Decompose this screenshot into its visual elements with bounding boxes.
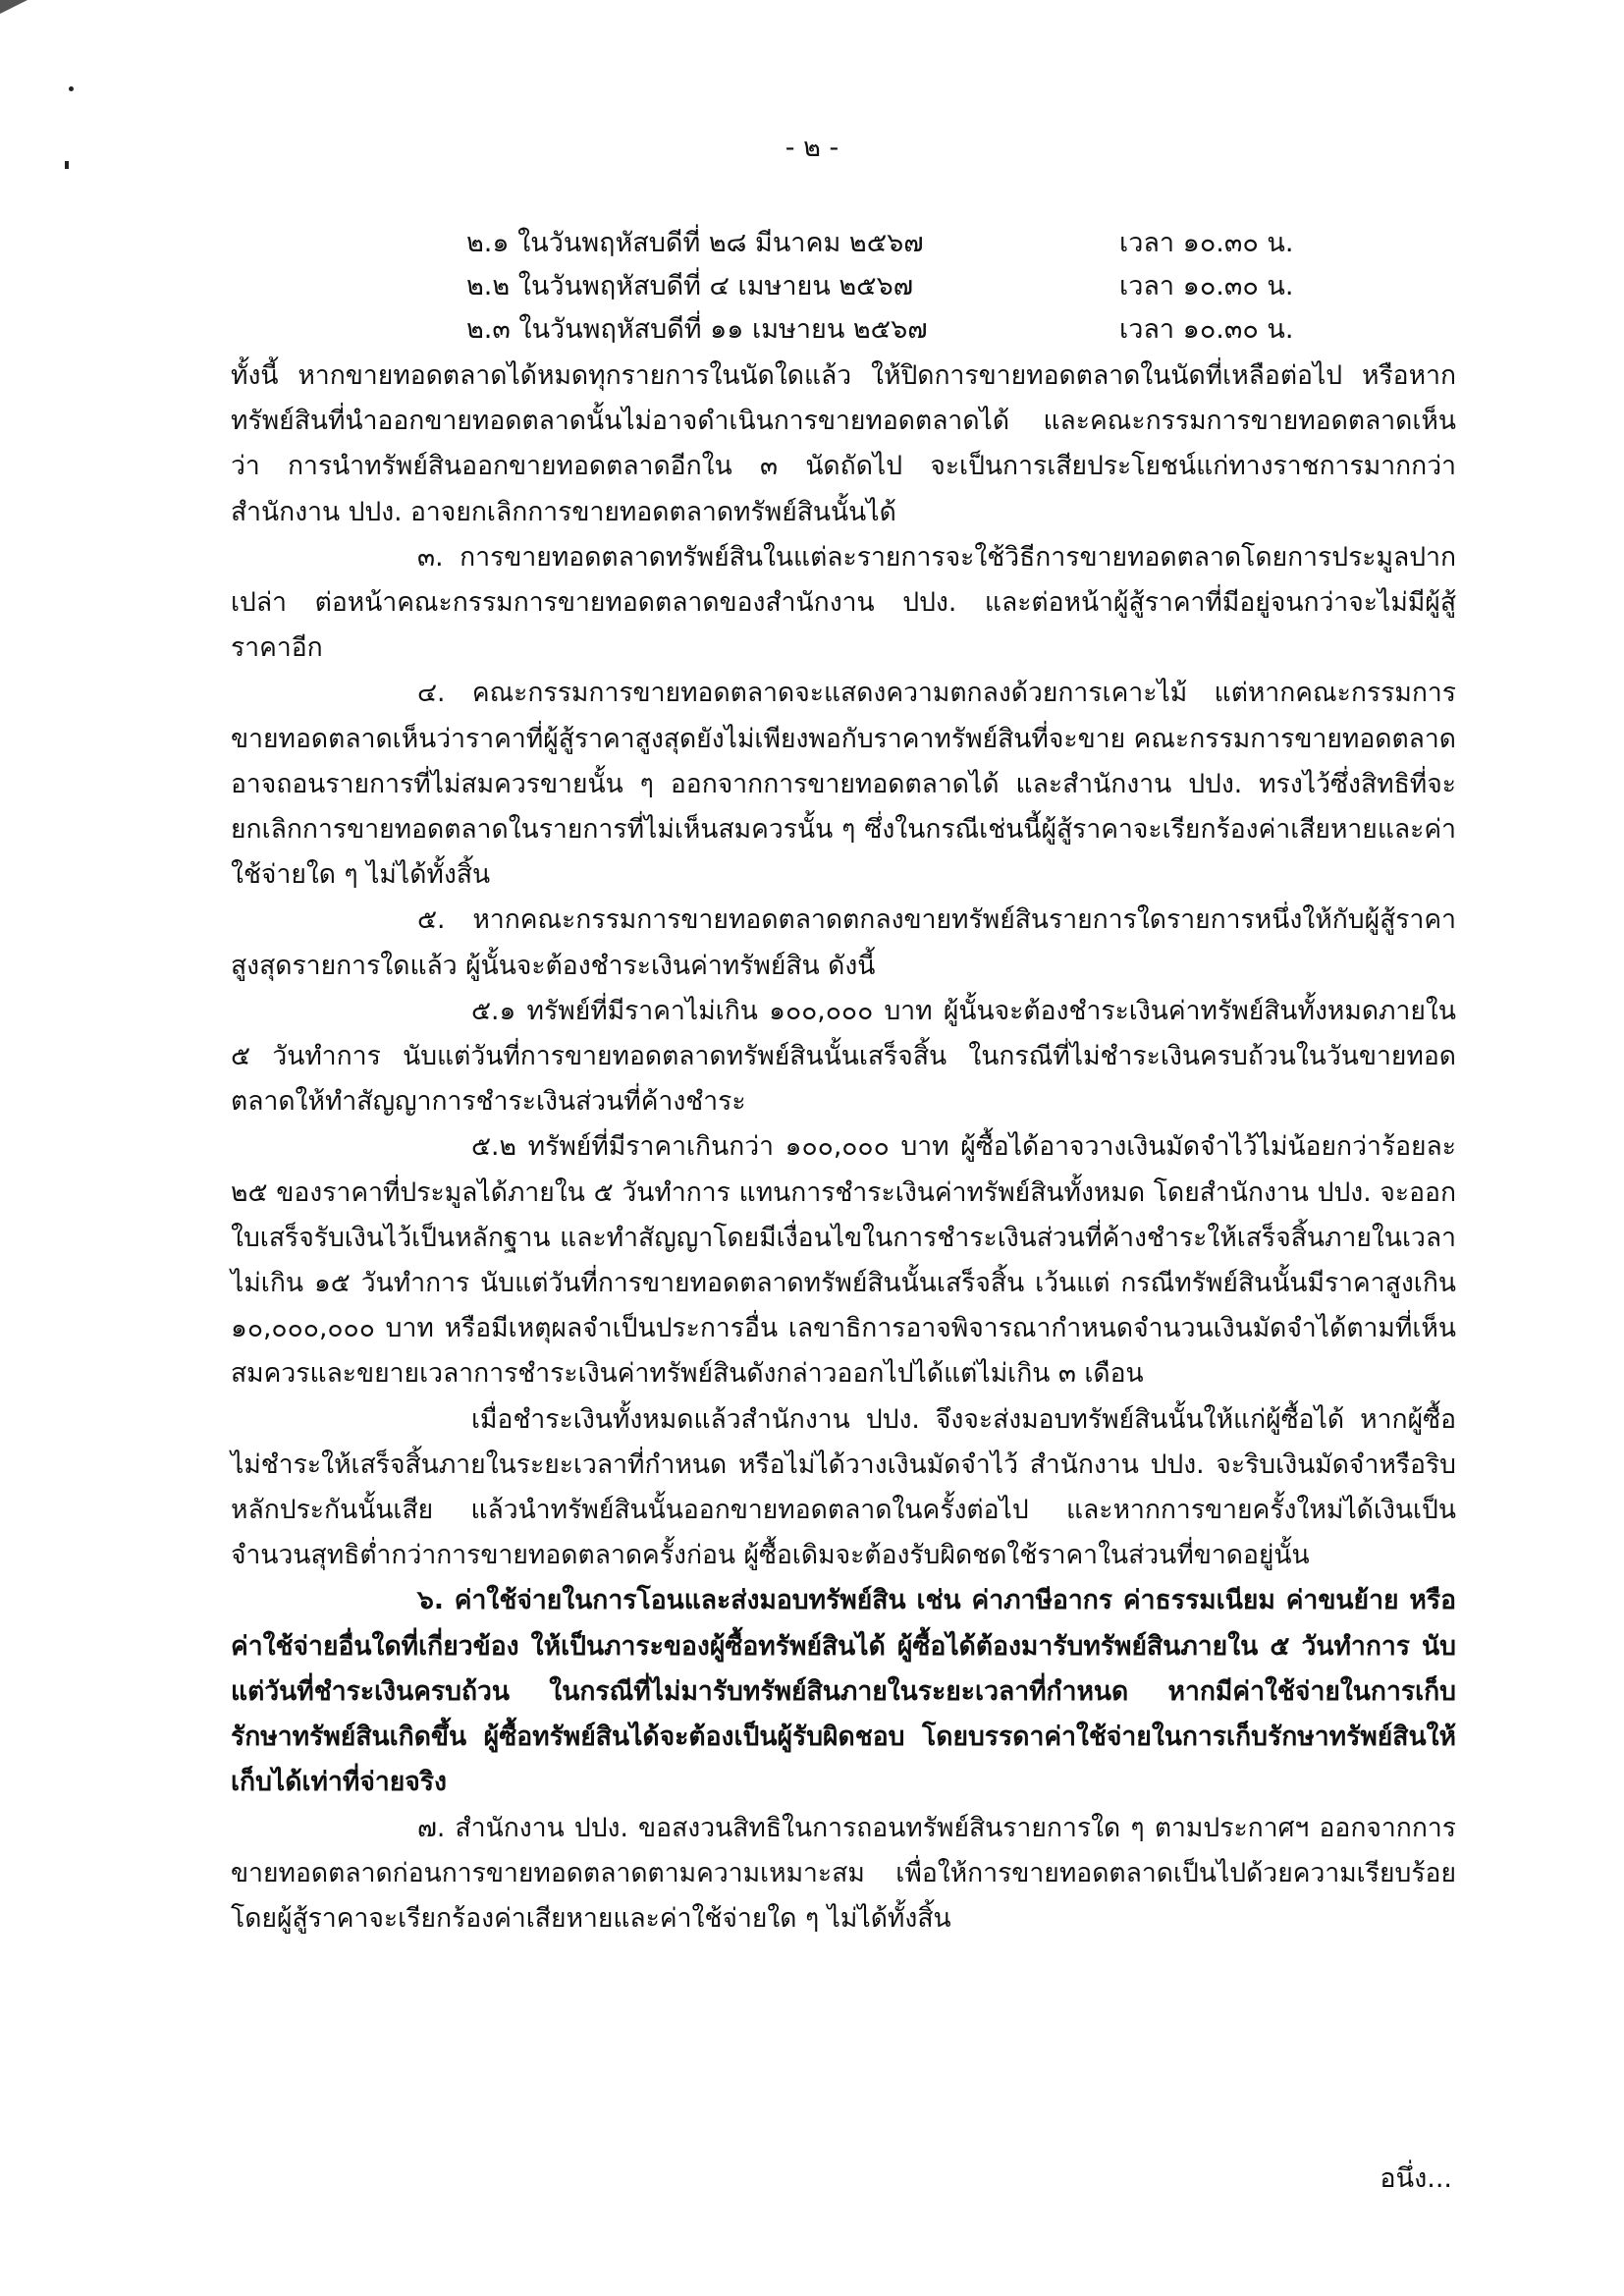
schedule-time: เวลา ๑๐.๓๐ น.	[1119, 228, 1294, 258]
schedule-time: เวลา ๑๐.๓๐ น.	[1119, 271, 1294, 301]
paragraph-clause-3: ๓. การขายทอดตลาดทรัพย์สินในแต่ละรายการจะใช้วิธีการขายทอดตลาดโดยการประมูลปากเปล่า ต่อหน้าคณะกรรมการขายทอดตลาดของสำนักงาน ปปง. และต่อหน้าผู้สู้ราคาที่มีอยู่จนกว่าจะไม่มีผู้สู้ราคาอีก	[231, 541, 1456, 664]
paragraph-clause-4: ๔. คณะกรรมการขายทอดตลาดจะแสดงความตกลงด้วยการเคาะไม้ แต่หากคณะกรรมการขายทอดตลาดเห็นว่าราคาที่ผู้สู้ราคาสูงสุดยังไม่เพียงพอกับราคาทรัพย์สินที่จะขาย คณะกรรมการขายทอดตลาดอาจถอนรายการที่ไม่สมควรขายนั้น ๆ ออกจากการขายทอดตลาดได้ และสำนักงาน ปปง. ทรงไว้ซึ่งสิทธิที่จะยกเลิกการขายทอดตลาดในรายการที่ไม่เห็นสมควรนั้น ๆ ซึ่งในกรณีเช่นนี้ผู้สู้ราคาจะเรียกร้องค่าเสียหายและค่าใช้จ่ายใด ๆ ไม่ได้ทั้งสิ้น	[231, 678, 1456, 891]
paragraph-clause-5-1: ๕.๑ ทรัพย์ที่มีราคาไม่เกิน ๑๐๐,๐๐๐ บาท ผู้นั้นจะต้องชำระเงินค่าทรัพย์สินทั้งหมดภายใน ๕ วันทำการ นับแต่วันที่การขายทอดตลาดทรัพย์สินนั้นเสร็จสิ้น ในกรณีที่ไม่ชำระเงินครบถ้วนในวันขายทอดตลาดให้ทำสัญญาการชำระเงินส่วนที่ค้างชำระ	[231, 995, 1456, 1118]
schedule-date: ๒.๓ ในวันพฤหัสบดีที่ ๑๑ เมษายน ๒๕๖๗	[466, 314, 928, 345]
paragraph-closing-clause-2: ทั้งนี้ หากขายทอดตลาดได้หมดทุกรายการในนัดใดแล้ว ให้ปิดการขายทอดตลาดในนัดที่เหลือต่อไป หรือหากทรัพย์สินที่นำออกขายทอดตลาดนั้นไม่อาจดำเนินการขายทอดตลาดได้ และคณะกรรมการขายทอดตลาดเห็นว่า การนำทรัพย์สินออกขายทอดตลาดอีกใน ๓ นัดถัดไป จะเป็นการเสียประโยชน์แก่ทางราชการมากกว่า สำนักงาน ปปง. อาจยกเลิกการขายทอดตลาดทรัพย์สินนั้นได้	[231, 360, 1456, 527]
scan-dot	[69, 86, 74, 91]
document-body	[231, 354, 1456, 1941]
paragraph-clause-5-2: ๕.๒ ทรัพย์ที่มีราคาเกินกว่า ๑๐๐,๐๐๐ บาท ผู้ซื้อได้อาจวางเงินมัดจำไว้ไม่น้อยกว่าร้อยละ ๒๕ ของราคาที่ประมูลได้ภายใน ๕ วันทำการ แทนการชำระเงินค่าทรัพย์สินทั้งหมด โดยสำนักงาน ปปง. จะออกใบเสร็จรับเงินไว้เป็นหลักฐาน และทำสัญญาโดยมีเงื่อนไขในการชำระเงินส่วนที่ค้างชำระให้เสร็จสิ้นภายในเวลาไม่เกิน ๑๕ วันทำการ นับแต่วันที่การขายทอดตลาดทรัพย์สินนั้นเสร็จสิ้น เว้นแต่ กรณีทรัพย์สินนั้นมีราคาสูงเกิน ๑๐,๐๐๐,๐๐๐ บาท หรือมีเหตุผลจำเป็นประการอื่น เลขาธิการอาจพิจารณากำหนดจำนวนเงินมัดจำได้ตามที่เห็นสมควรและขยายเวลาการชำระเงินค่าทรัพย์สินดังกล่าวออกไปได้แต่ไม่เกิน ๓ เดือน	[231, 1131, 1456, 1390]
schedule-row	[466, 265, 1350, 308]
continuation-text: อนึ่ง...	[1380, 2163, 1452, 2194]
scan-corner-mark	[0, 0, 29, 20]
schedule-date: ๒.๒ ในวันพฤหัสบดีที่ ๔ เมษายน ๒๕๖๗	[466, 271, 914, 301]
schedule-date: ๒.๑ ในวันพฤหัสบดีที่ ๒๘ มีนาคม ๒๕๖๗	[466, 228, 924, 258]
schedule-row	[466, 222, 1350, 265]
paragraph-clause-5: ๕. หากคณะกรรมการขายทอดตลาดตกลงขายทรัพย์สินรายการใดรายการหนึ่งให้กับผู้สู้ราคาสูงสุดรายการใดแล้ว ผู้นั้นจะต้องชำระเงินค่าทรัพย์สิน ดังนี้	[231, 904, 1456, 981]
schedule-time: เวลา ๑๐.๓๐ น.	[1119, 314, 1294, 345]
page-number: - ๒ -	[785, 133, 839, 163]
paragraph-payment-note: เมื่อชำระเงินทั้งหมดแล้วสำนักงาน ปปง. จึงจะส่งมอบทรัพย์สินนั้นให้แก่ผู้ซื้อได้ หากผู้ซื้อไม่ชำระให้เสร็จสิ้นภายในระยะเวลาที่กำหนด หรือไม่ได้วางเงินมัดจำไว้ สำนักงาน ปปง. จะริบเงินมัดจำหรือริบหลักประกันนั้นเสีย แล้วนำทรัพย์สินนั้นออกขายทอดตลาดในครั้งต่อไป และหากการขายครั้งใหม่ได้เงินเป็นจำนวนสุทธิต่ำกว่าการขายทอดตลาดครั้งก่อน ผู้ซื้อเดิมจะต้องรับผิดชดใช้ราคาในส่วนที่ขาดอยู่นั้น	[231, 1403, 1456, 1571]
paragraph-clause-7: ๗. สำนักงาน ปปง. ขอสงวนสิทธิในการถอนทรัพย์สินรายการใด ๆ ตามประกาศฯ ออกจากการขายทอดตลาดก่อนการขายทอดตลาดตามความเหมาะสม เพื่อให้การขายทอดตลาดเป็นไปด้วยความเรียบร้อย โดยผู้สู้ราคาจะเรียกร้องค่าเสียหายและค่าใช้จ่ายใด ๆ ไม่ได้ทั้งสิ้น	[231, 1812, 1456, 1934]
paragraph-clause-6: ๖. ค่าใช้จ่ายในการโอนและส่งมอบทรัพย์สิน เช่น ค่าภาษีอากร ค่าธรรมเนียม ค่าขนย้าย หรือค่าใช้จ่ายอื่นใดที่เกี่ยวข้อง ให้เป็นภาระของผู้ซื้อทรัพย์สินได้ ผู้ซื้อได้ต้องมารับทรัพย์สินภายใน ๕ วันทำการ นับแต่วันที่ชำระเงินครบถ้วน ในกรณีที่ไม่มารับทรัพย์สินภายในระยะเวลาที่กำหนด หากมีค่าใช้จ่ายในการเก็บรักษาทรัพย์สินเกิดขึ้น ผู้ซื้อทรัพย์สินได้จะต้องเป็นผู้รับผิดชอบ โดยบรรดาค่าใช้จ่ายในการเก็บรักษาทรัพย์สินให้เก็บได้เท่าที่จ่ายจริง	[231, 1585, 1456, 1798]
schedule-row	[466, 308, 1350, 352]
